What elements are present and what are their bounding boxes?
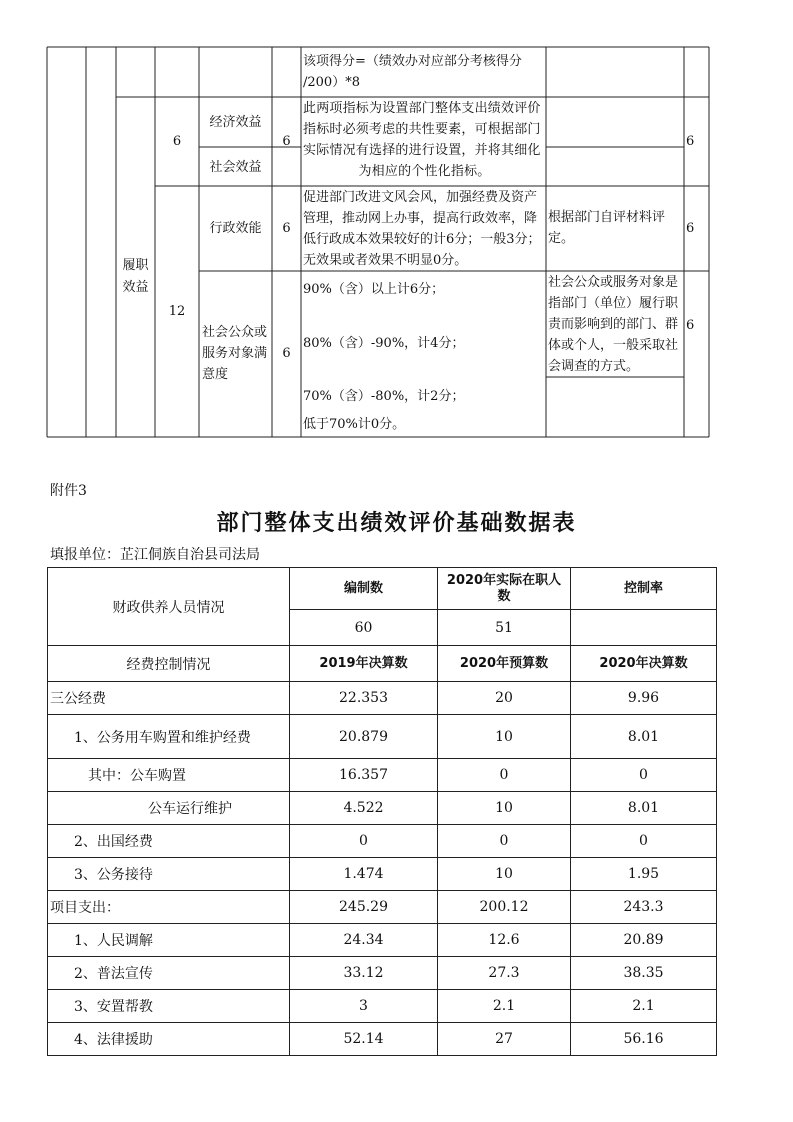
row-label: 公车运行维护 — [48, 792, 290, 825]
row-value: 4.522 — [290, 792, 438, 825]
right-score: 6 — [686, 318, 695, 333]
table-row — [48, 759, 717, 792]
row-value: 52.14 — [290, 1023, 438, 1056]
table-row — [48, 891, 717, 924]
satisfaction-basis: 社会公众或服务对象是 指部门（单位）履行职 责而影响到的部门、群 体或个人，一般采取社 会调查的方式。 — [548, 275, 679, 374]
criteria-line: 70%（含）-80%，计2分； — [303, 389, 465, 404]
row-value: 0 — [571, 759, 717, 792]
table-row — [48, 715, 717, 759]
row-value: 12.6 — [438, 924, 571, 957]
formula-text — [303, 51, 546, 93]
group-score: 6 — [172, 134, 182, 149]
page-title: 部门整体支出绩效评价基础数据表 — [216, 511, 577, 536]
row-label: 1、公务用车购置和维护经费 — [48, 715, 290, 759]
row-label: 2、普法宣传 — [48, 957, 290, 990]
row-label: 3、公务接待 — [48, 858, 290, 891]
funds-label: 经费控制情况 — [48, 646, 290, 682]
staff-header: 编制数 — [290, 568, 438, 610]
table-row — [48, 682, 717, 715]
row-value: 2.1 — [571, 990, 717, 1023]
row-value: 22.353 — [290, 682, 438, 715]
row-label: 项目支出： — [48, 891, 290, 924]
row-label: 三公经费 — [48, 682, 290, 715]
row-value: 33.12 — [290, 957, 438, 990]
row-value: 245.29 — [290, 891, 438, 924]
staff-header: 控制率 — [571, 568, 717, 610]
staff-header: 2020年实际在职人数 — [438, 568, 571, 610]
funds-header: 2019年决算数 — [290, 646, 438, 682]
row-value: 38.35 — [571, 957, 717, 990]
row-value: 10 — [438, 858, 571, 891]
row-value: 243.3 — [571, 891, 717, 924]
row-value: 27 — [438, 1023, 571, 1056]
row-value: 9.96 — [571, 682, 717, 715]
row-value: 0 — [438, 759, 571, 792]
row-value: 27.3 — [438, 957, 571, 990]
table-row — [48, 792, 717, 825]
attachment-label: 附件3 — [50, 483, 87, 499]
row-value: 0 — [571, 825, 717, 858]
criteria-line: 90%（含）以上计6分； — [303, 282, 445, 297]
row-value: 200.12 — [438, 891, 571, 924]
right-score: 6 — [686, 134, 695, 149]
table-row — [48, 924, 717, 957]
row-label: 1、人民调解 — [48, 924, 290, 957]
item-name: 经济效益 — [209, 115, 262, 130]
criteria-line: 低于70%计0分。 — [303, 417, 406, 432]
funds-header: 2020年预算数 — [438, 646, 571, 682]
row-value: 8.01 — [571, 792, 717, 825]
staff-value: 51 — [438, 610, 571, 646]
row-value: 8.01 — [571, 715, 717, 759]
staff-value — [571, 610, 717, 646]
formula-line: /200）*8 — [303, 75, 360, 90]
table-row — [48, 990, 717, 1023]
row-value: 20.89 — [571, 924, 717, 957]
formula-line: 该项得分=（绩效办对应部分考核得分 — [303, 54, 522, 69]
basic-data-table — [47, 567, 717, 1056]
funds-header: 2020年决算数 — [571, 646, 717, 682]
fill-unit: 填报单位：芷江侗族自治县司法局 — [50, 547, 260, 563]
row-value: 10 — [438, 792, 571, 825]
table-row — [48, 858, 717, 891]
item-score: 6 — [282, 134, 291, 149]
row-value: 56.16 — [571, 1023, 717, 1056]
staff-value: 60 — [290, 610, 438, 646]
row-value: 1.474 — [290, 858, 438, 891]
row-value: 3 — [290, 990, 438, 1023]
row-value: 0 — [438, 825, 571, 858]
efficiency-basis: 根据部门自评材料评 定。 — [548, 210, 666, 246]
table-row — [48, 825, 717, 858]
row-label: 2、出国经费 — [48, 825, 290, 858]
item-name: 社会效益 — [209, 160, 262, 175]
efficiency-description: 促进部门改进文风会风，加强经费及资产 管理，推动网上办事，提高行政效率，降 低行政成本效果较好的计6分；一般3分； 无效果或者效果不明显0分。 — [303, 190, 541, 268]
staff-label: 财政供养人员情况 — [48, 568, 290, 646]
table-row — [48, 957, 717, 990]
row-value: 2.1 — [438, 990, 571, 1023]
row-label: 3、安置帮教 — [48, 990, 290, 1023]
table-row — [48, 1023, 717, 1056]
row-value: 0 — [290, 825, 438, 858]
row-label: 4、法律援助 — [48, 1023, 290, 1056]
row-value: 20 — [438, 682, 571, 715]
criteria-line: 80%（含）-90%，计4分； — [303, 336, 465, 351]
category-label: 履职效益 — [122, 258, 149, 295]
right-score: 6 — [686, 221, 695, 236]
benefit-description: 此两项指标为设置部门整体支出绩效评价 指标时必须考虑的共性要素，可根据部门 实际情况有选择的进行设置，并将其细化 为相应的个性化指标。 — [303, 101, 541, 179]
item-name: 社会公众或 服务对象满 意度 — [202, 325, 268, 382]
row-label: 其中：公车购置 — [48, 759, 290, 792]
row-value: 16.357 — [290, 759, 438, 792]
item-name: 行政效能 — [209, 221, 262, 236]
group-score: 12 — [168, 304, 186, 319]
row-value: 1.95 — [571, 858, 717, 891]
item-score: 6 — [282, 221, 291, 236]
row-value: 24.34 — [290, 924, 438, 957]
row-value: 20.879 — [290, 715, 438, 759]
item-score: 6 — [282, 346, 291, 361]
continued-evaluation-table — [0, 0, 793, 440]
row-value: 10 — [438, 715, 571, 759]
